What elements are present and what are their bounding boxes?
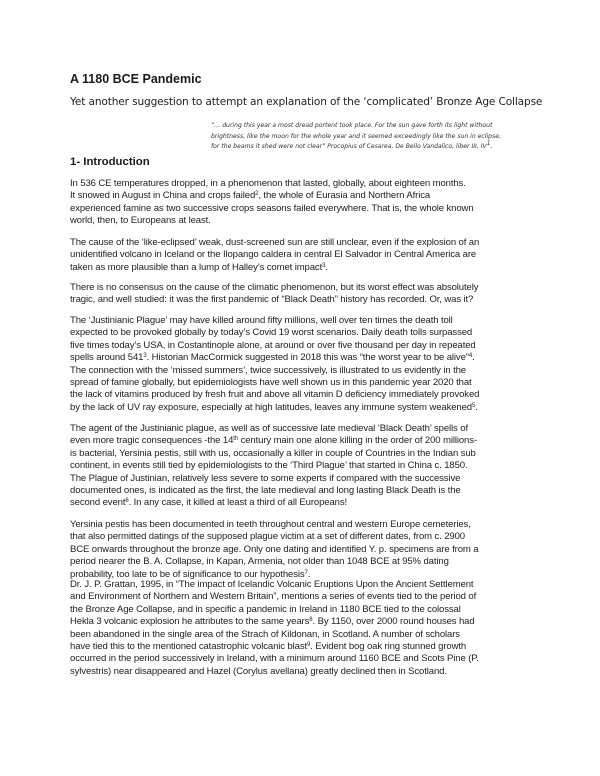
paragraph-2: [70, 237, 548, 274]
paragraph-line: The agent of the Justinianic plague, as well as of successive late medieval ‘Black Death’ spells of: [70, 423, 468, 434]
epigraph-quote: [211, 121, 541, 153]
paragraph-line: Dr. J. P. Grattan, 1995, in “The impact of Icelandic Volcanic Eruptions Upon the Ancient Settlement: [70, 579, 474, 590]
epigraph-line: brightness, like the moon for the whole year and it seemed exceedingly like the sun in eclipse,: [211, 132, 501, 140]
paragraph-line: world, then, to Europeans at least.: [70, 215, 211, 227]
paragraph-line: The Plague of Justinian, relatively less severe to some experts if compared with the successive: [70, 472, 461, 484]
paragraph-line: The connection with the ‘missed summers’, twice successively, is illustrated to us evidently in the: [70, 364, 466, 376]
paragraph-line: period nearer the B. A. Collapse, in Kapan, Armenia, not older than 1048 BCE at 95% dating: [70, 556, 449, 568]
footnote-ref: 3: [143, 353, 147, 360]
paragraph-3: [70, 282, 548, 307]
paragraph-7: [70, 579, 548, 678]
paragraph-line: the lack of vitamins produced by fresh fruit and above all vitamin D deficiency immediately provoked: [70, 389, 480, 401]
paragraph-line: BCE onwards throughout the bronze age. Only one dating and identified Y. p. specimens are from a: [70, 543, 479, 555]
paragraph-line: The cause of the ‘like-eclipsed’ weak, dust-screened sun are still unclear, even if the explosion of an: [70, 237, 480, 248]
paragraph-line: Yersinia pestis has been documented in teeth throughout central and western Europe cemeteries,: [70, 519, 471, 530]
epigraph-line: “… during this year a most dread portent took place. For the sun gave forth its light without: [211, 122, 493, 129]
paragraph-line: and Environment of Northern and Western Britain”, mentions a series of events tied to the period of: [70, 591, 477, 603]
paragraph-line: sylvestris) near disappeared and Hazel (Corylus avellana) greatly declined then in Scotland.: [70, 665, 447, 677]
footnote-ref: 8: [309, 617, 313, 624]
paragraph-line: Hekla 3 volcanic explosion he attributes to the same years$^8$. By 1150, over 2000 round houses had: [70, 616, 475, 628]
paragraph-line: taken as more plausible than a lump of Halley’s comet impact$^3$.: [70, 261, 328, 273]
paragraph-line: even more tragic consequences -the 14th century main one alone killing in the order of 200 millions-: [70, 435, 477, 447]
document-title: A 1180 BCE Pandemic: [70, 72, 202, 86]
document-subtitle: Yet another suggestion to attempt an explanation of the ‘complicated’ Bronze Age Collapse: [70, 96, 543, 108]
footnote-ref: 3: [322, 262, 326, 269]
footnote-ref: 2: [255, 191, 259, 198]
paragraph-line: spells around $541^3$. Historian MacCormick suggested in 2018 this was “the worst year to be alive”$^4$.: [70, 352, 475, 364]
footnote-ref: 1: [486, 140, 491, 148]
paragraph-line: occurred in the period successively in Ireland, with a minimum around 1160 BCE and Scots Pine (P.: [70, 653, 479, 665]
paragraph-line: have tied this to the mentioned catastrophic volcanic blast$^9$. Evident bog oak ring stunned growth: [70, 641, 467, 653]
epigraph-end: .: [490, 143, 493, 151]
footnote-ref: 7: [304, 569, 308, 576]
epigraph-line: for the beams it shed were not clear” Procopius of Cesarea, De Bello Vandalico, liber III, IV: [211, 143, 487, 151]
paragraph-line: There is no consensus on the cause of the climatic phenomenon, but its worst effect was absolutely: [70, 282, 479, 293]
paragraph-line: unidentified volcano in Iceland or the Ilopango caldera in central El Salvador in Central America are: [70, 249, 477, 261]
paragraph-line: the Bronze Age Collapse, and in specific a pandemic in Ireland in 1180 BCE tied to the colossal: [70, 603, 461, 615]
paragraph-line: expected to be provoked globally by today’s Covid 19 worst scenarios. Daily death tolls surpassed: [70, 327, 473, 339]
paragraph-line: The ‘Justinianic Plague’ may have killed around fifty millions, well over ten times the death toll: [70, 315, 453, 326]
paragraph-line: tragic, and well studied: it was the first pandemic of “Black Death” history has recorded. Or, was it?: [70, 294, 474, 306]
paragraph-line: by the lack of UV ray exposure, especially at high latitudes, leaves any immune system weakened$^5$.: [70, 401, 478, 413]
paragraph-line: second event$^6$. In any case, it killed at least a third of all Europeans!: [70, 497, 348, 509]
paragraph-line: experienced famine as two successive crops seasons failed everywhere. That is, the whole known: [70, 202, 474, 214]
paragraph-line: been abandoned in the single area of the Strach of Kildonan, in Scotland. A number of scholars: [70, 628, 460, 640]
paragraph-line: that also permitted datings of the supposed plague victim at a set of different dates, from c. 2900: [70, 531, 465, 543]
footnote-ref: 9: [307, 642, 311, 649]
paragraph-line: documented ones, is indicated as the first, the late medieval and long lasting Black Death is the: [70, 485, 461, 497]
paragraph-line: It snowed in August in China and crops failed$^2$, the whole of Eurasia and Northern Africa: [70, 190, 431, 202]
footnote-ref: 5: [471, 402, 476, 409]
paragraph-line: probability, too late to be of significance to our hypothesis$^7$.: [70, 568, 311, 580]
paragraph-5: [70, 423, 548, 510]
paragraph-1: [70, 178, 548, 228]
paragraph-6: [70, 519, 548, 581]
section-heading: 1- Introduction: [70, 156, 150, 168]
paragraph-4: [70, 315, 548, 414]
paragraph-line: In 536 CE temperatures dropped, in a phenomenon that lasted, globally, about eighteen months.: [70, 178, 466, 189]
paragraph-line: spread of famine globally, but epidemiologists have well shown us in this pandemic year 2020 that: [70, 377, 472, 389]
paragraph-line: continent, in events still tied by epidemiologists to the ‘Third Plague’ that started in China c. 1850.: [70, 460, 468, 472]
footnote-ref: 4: [468, 353, 473, 360]
footnote-ref: 6: [125, 498, 129, 505]
paragraph-line: five times today’s USA, in Costantinople alone, at around or over five thousand per day in repeated: [70, 339, 476, 351]
paragraph-line: is bacterial, Yersinia pestis, still with us, occasionally a killer in couple of Countries in the Indian sub: [70, 447, 476, 459]
ordinal-suffix: th: [233, 436, 239, 443]
